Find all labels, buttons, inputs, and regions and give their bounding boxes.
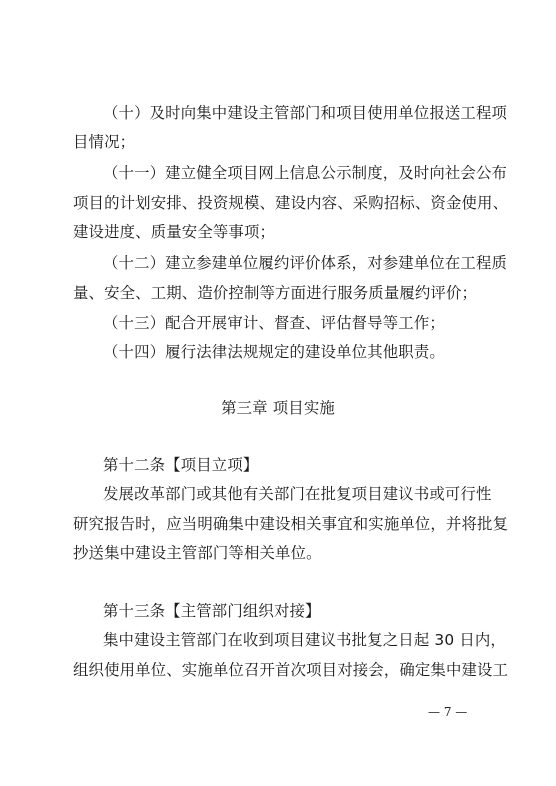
paragraph-line: （十四）履行法律法规规定的建设单位其他职责。 <box>103 343 445 361</box>
chapter-heading: 第三章 项目实施 <box>221 399 335 417</box>
paragraph-line: 量、安全、工期、造价控制等方面进行服务质量履约评价； <box>73 284 478 302</box>
paragraph-line: （十二）建立参建单位履约评价体系，对参建单位在工程质 <box>103 254 508 272</box>
paragraph-line: 抄送集中建设主管部门等相关单位。 <box>73 544 322 562</box>
paragraph-line: （十）及时向集中建设主管部门和项目使用单位报送工程项 <box>103 104 508 122</box>
paragraph-line: 目情况； <box>73 133 136 151</box>
paragraph-line: 建设进度、质量安全等事项； <box>73 223 276 241</box>
paragraph-line: 集中建设主管部门在收到项目建议书批复之日起 30 日内， <box>103 631 506 649</box>
paragraph-line: 发展改革部门或其他有关部门在批复项目建议书或可行性 <box>103 485 492 503</box>
paragraph-line: 研究报告时，应当明确集中建设相关事宜和实施单位，并将批复 <box>73 515 509 533</box>
page-number: — 7 — <box>428 705 468 719</box>
paragraph-line: （十三）配合开展审计、督查、评估督导等工作； <box>103 314 445 332</box>
article-heading: 第十二条【项目立项】 <box>103 456 259 474</box>
paragraph-line: 项目的计划安排、投资规模、建设内容、采购招标、资金使用、 <box>73 194 509 212</box>
paragraph-line: （十一）建立健全项目网上信息公示制度，及时向社会公布 <box>103 164 508 182</box>
paragraph-line: 组织使用单位、实施单位召开首次项目对接会，确定集中建设工 <box>73 661 509 679</box>
article-heading: 第十三条【主管部门组织对接】 <box>103 602 321 620</box>
